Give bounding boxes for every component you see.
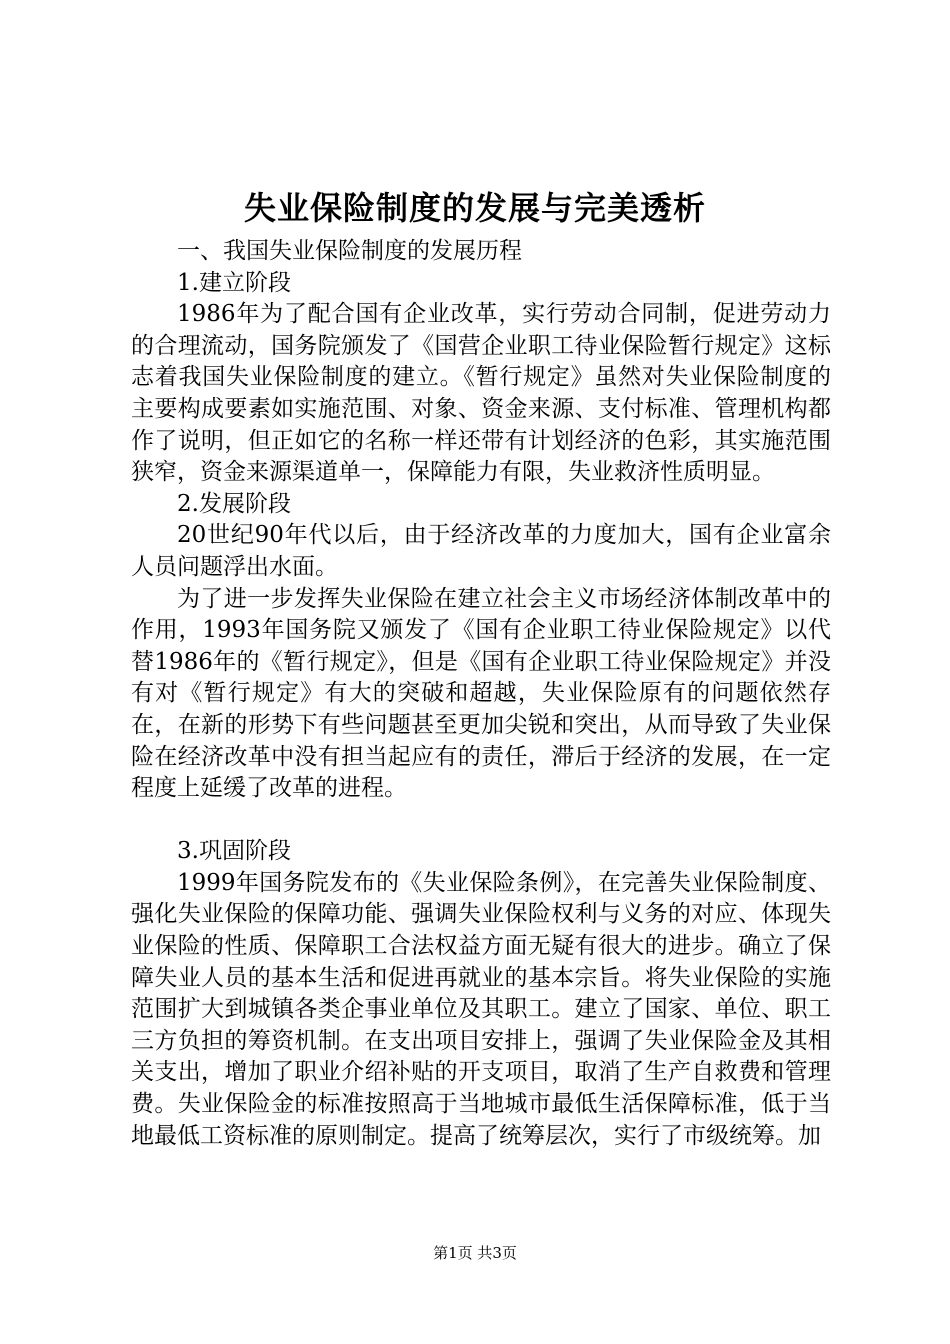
- body-paragraph: 1999年国务院发布的《失业保险条例》，在完善失业保险制度、强化失业保险的保障功能、强调失业保险权利与义务的对应、体现失业保险的性质、保障职工合法权益方面无疑有很大的进步。确立了保障失业人员的基本生活和促进再就业的基本宗旨。将失业保险的实施范围扩大到城镇各类企事业单位及其职工。建立了国家、单位、职工三方负担的筹资机制。在支出项目安排上，强调了失业保险金及其相关支出，增加了职业介绍补贴的开支项目，取消了生产自救费和管理费。失业保险金的标准按照高于当地城市最低生活保障标准，低于当地最低工资标准的原则制定。提高了统筹层次，实行了市级统筹。加: [131, 869, 831, 1149]
- page-number: 第1页 共3页: [433, 1244, 517, 1262]
- body-paragraph: 1986年为了配合国有企业改革，实行劳动合同制，促进劳动力的合理流动，国务院颁发了《国营企业职工待业保险暂行规定》这标志着我国失业保险制度的建立。《暂行规定》虽然对失业保险制度的主要构成要素如实施范围、对象、资金来源、支付标准、管理机构都作了说明，但正如它的名称一样还带有计划经济的色彩，其实施范围狭窄，资金来源渠道单一，保障能力有限，失业救济性质明显。: [131, 301, 831, 486]
- subsection-heading: 2.发展阶段: [177, 490, 291, 517]
- body-paragraph: 20世纪90年代以后，由于经济改革的力度加大，国有企业富余人员问题浮出水面。: [131, 522, 831, 580]
- document-title: 失业保险制度的发展与完美透析: [243, 189, 706, 227]
- subsection-heading: 3.巩固阶段: [177, 838, 291, 865]
- section-heading: 一、我国失业保险制度的发展历程: [177, 238, 522, 264]
- body-paragraph: 为了进一步发挥失业保险在建立社会主义市场经济体制改革中的作用，1993年国务院又颁发了《国有企业职工待业保险规定》以代替1986年的《暂行规定》，但是《国有企业职工待业保险规定》并没有对《暂行规定》有大的突破和超越，失业保险原有的问题依然存在，在新的形势下有些问题甚至更加尖锐和突出，从而导致了失业保险在经济改革中没有担当起应有的责任，滞后于经济的发展，在一定程度上延缓了改革的进程。: [131, 585, 831, 802]
- document-body: [131, 236, 831, 1152]
- subsection-heading: 1.建立阶段: [177, 269, 291, 296]
